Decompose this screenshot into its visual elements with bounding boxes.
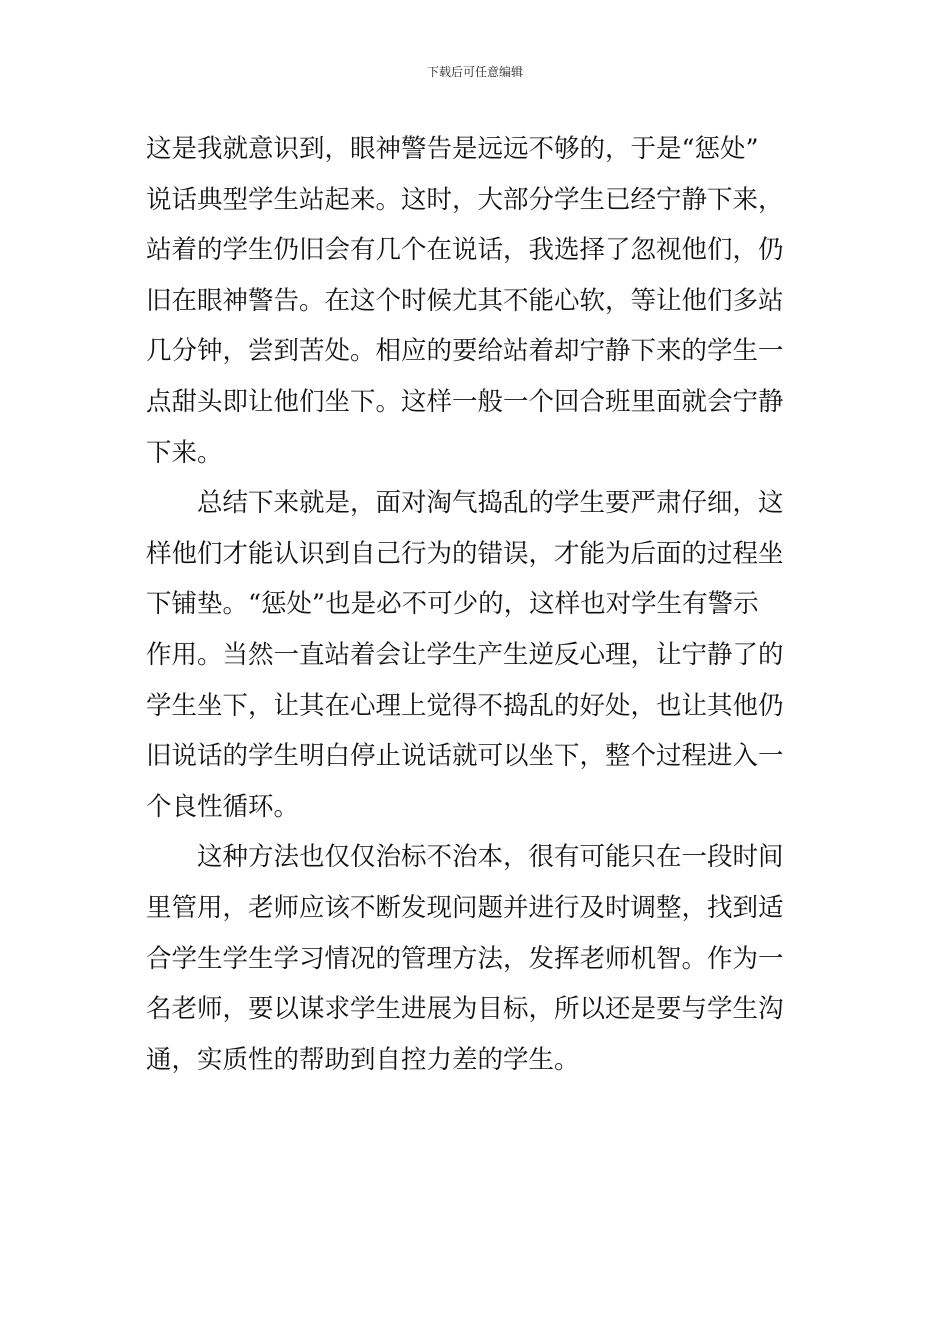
text-line: 样他们才能认识到自己行为的错误，才能为后面的过程坐 bbox=[146, 538, 784, 569]
document-body bbox=[146, 124, 826, 1085]
paragraph bbox=[146, 478, 826, 832]
paragraph bbox=[146, 832, 826, 1085]
text-line: 点甜头即让他们坐下。这样一般一个回合班里面就会宁静 bbox=[146, 386, 784, 417]
text-line: 这是我就意识到，眼神警告是远远不够的，于是“惩处” bbox=[146, 134, 759, 164]
text-line: 里管用，老师应该不断发现问题并进行及时调整，找到适 bbox=[146, 892, 784, 923]
text-line: 合学生学生学习情况的管理方法，发挥老师机智。作为一 bbox=[146, 943, 784, 974]
text-line: 名老师，要以谋求学生进展为目标，所以还是要与学生沟 bbox=[146, 994, 784, 1025]
text-line: 旧在眼神警告。在这个时候尤其不能心软，等让他们多站 bbox=[146, 285, 784, 316]
text-line: 站着的学生仍旧会有几个在说话，我选择了忽视他们，仍 bbox=[146, 235, 784, 266]
text-line: 作用。当然一直站着会让学生产生逆反心理，让宁静了的 bbox=[146, 639, 784, 670]
text-line: 旧说话的学生明白停止说话就可以坐下，整个过程进入一 bbox=[146, 741, 784, 772]
text-line: 下铺垫。“惩处”也是必不可少的，这样也对学生有警示 bbox=[146, 589, 759, 620]
paragraph bbox=[146, 124, 826, 478]
text-line: 通，实质性的帮助到自控力差的学生。 bbox=[146, 1044, 580, 1075]
text-line: 下来。 bbox=[146, 437, 223, 468]
text-line: 说话典型学生站起来。这时，大部分学生已经宁静下来， bbox=[146, 184, 784, 215]
text-line: 学生坐下，让其在心理上觉得不捣乱的好处，也让其他仍 bbox=[146, 690, 784, 721]
text-line: 几分钟，尝到苦处。相应的要给站着却宁静下来的学生一 bbox=[146, 336, 784, 367]
text-line: 个良性循环。 bbox=[146, 791, 300, 822]
text-line: 总结下来就是，面对淘气捣乱的学生要严肃仔细，这 bbox=[197, 488, 784, 519]
text-line: 这种方法也仅仅治标不治本，很有可能只在一段时间 bbox=[197, 842, 784, 873]
page-header: 下载后可任意编辑 bbox=[426, 65, 523, 79]
